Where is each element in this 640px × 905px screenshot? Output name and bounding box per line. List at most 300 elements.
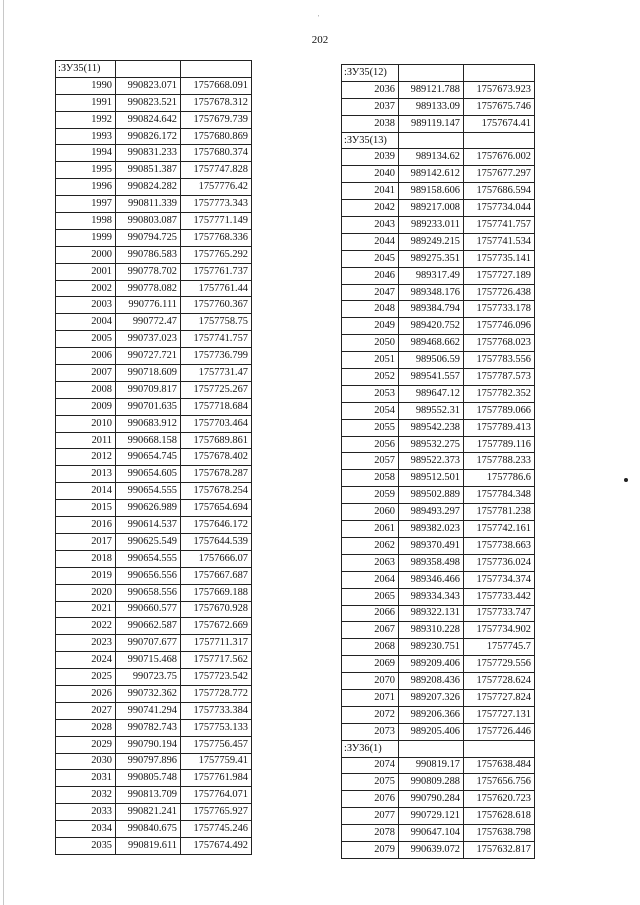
x-coordinate-cell: 989205.406 — [399, 723, 464, 740]
y-coordinate-cell: 1757768.336 — [181, 229, 252, 246]
x-coordinate-cell: 990797.896 — [116, 753, 181, 770]
table-row — [56, 804, 252, 821]
table-row — [56, 685, 252, 702]
table-row — [342, 723, 535, 740]
x-coordinate-cell: 990826.172 — [116, 128, 181, 145]
point-number-cell: 2043 — [342, 217, 399, 234]
table-row — [342, 436, 535, 453]
y-coordinate-cell: 1757733.747 — [464, 605, 535, 622]
y-coordinate-cell: 1757733.384 — [181, 702, 252, 719]
table-row — [342, 487, 535, 504]
point-number-cell: 2008 — [56, 381, 116, 398]
x-coordinate-cell: 990794.725 — [116, 229, 181, 246]
y-coordinate-cell: 1757745.7 — [464, 639, 535, 656]
point-number-cell: 2036 — [342, 81, 399, 98]
y-coordinate-cell: 1757678.287 — [181, 466, 252, 483]
point-number-cell: 2010 — [56, 415, 116, 432]
y-coordinate-cell: 1757675.746 — [464, 98, 535, 115]
table-row — [56, 196, 252, 213]
point-number-cell: 1999 — [56, 229, 116, 246]
point-number-cell: 2057 — [342, 453, 399, 470]
x-coordinate-cell: 989348.176 — [399, 284, 464, 301]
y-coordinate-cell: 1757654.694 — [181, 500, 252, 517]
point-number-cell: 2023 — [56, 635, 116, 652]
table-row — [56, 128, 252, 145]
x-coordinate-cell: 989142.612 — [399, 166, 464, 183]
table-row — [342, 673, 535, 690]
point-number-cell: 2051 — [342, 352, 399, 369]
table-row — [56, 702, 252, 719]
table-row — [56, 229, 252, 246]
x-coordinate-cell: 990654.745 — [116, 449, 181, 466]
table-row — [342, 149, 535, 166]
table-row — [56, 365, 252, 382]
x-coordinate-cell: 990626.989 — [116, 500, 181, 517]
table-row — [342, 791, 535, 808]
point-number-cell: 2030 — [56, 753, 116, 770]
y-coordinate-cell: 1757758.75 — [181, 314, 252, 331]
table-row — [342, 200, 535, 217]
x-coordinate-cell: 989119.147 — [399, 115, 464, 132]
y-coordinate-cell: 1757628.618 — [464, 808, 535, 825]
x-coordinate-cell: 990639.072 — [399, 841, 464, 858]
y-coordinate-cell: 1757726.438 — [464, 284, 535, 301]
point-number-cell: 2001 — [56, 263, 116, 280]
table-row — [342, 656, 535, 673]
y-coordinate-cell: 1757674.492 — [181, 837, 252, 854]
point-number-cell: 2040 — [342, 166, 399, 183]
table-row — [56, 500, 252, 517]
section-label: :ЗУ35(12) — [342, 65, 399, 82]
y-coordinate-cell: 1757753.133 — [181, 719, 252, 736]
point-number-cell: 2069 — [342, 656, 399, 673]
y-coordinate-cell: 1757789.066 — [464, 402, 535, 419]
x-coordinate-cell: 989647.12 — [399, 385, 464, 402]
x-coordinate-cell: 989420.752 — [399, 318, 464, 335]
x-coordinate-cell: 990737.023 — [116, 331, 181, 348]
point-number-cell: 1990 — [56, 77, 116, 94]
x-coordinate-cell: 990662.587 — [116, 618, 181, 635]
y-coordinate-cell: 1757738.663 — [464, 537, 535, 554]
point-number-cell: 2018 — [56, 550, 116, 567]
table-row — [56, 837, 252, 854]
x-coordinate-cell: 989322.131 — [399, 605, 464, 622]
point-number-cell: 2042 — [342, 200, 399, 217]
x-coordinate-cell: 990851.387 — [116, 162, 181, 179]
point-number-cell: 2055 — [342, 419, 399, 436]
point-number-cell: 2074 — [342, 757, 399, 774]
point-number-cell: 2039 — [342, 149, 399, 166]
point-number-cell: 2034 — [56, 821, 116, 838]
point-number-cell: 2076 — [342, 791, 399, 808]
x-coordinate-cell: 990811.339 — [116, 196, 181, 213]
point-number-cell: 2065 — [342, 588, 399, 605]
point-number-cell: 2007 — [56, 365, 116, 382]
x-coordinate-cell: 990668.158 — [116, 432, 181, 449]
y-coordinate-cell: 1757678.312 — [181, 94, 252, 111]
table-row — [342, 453, 535, 470]
table-row — [56, 787, 252, 804]
table-row — [342, 419, 535, 436]
x-coordinate-cell: 990701.635 — [116, 398, 181, 415]
y-coordinate-cell: 1757728.772 — [181, 685, 252, 702]
point-number-cell: 1993 — [56, 128, 116, 145]
y-coordinate-cell: 1757632.817 — [464, 841, 535, 858]
point-number-cell: 2061 — [342, 521, 399, 538]
x-coordinate-cell: 989207.326 — [399, 689, 464, 706]
table-row — [56, 466, 252, 483]
table-row — [342, 706, 535, 723]
point-number-cell: 2015 — [56, 500, 116, 517]
x-coordinate-cell: 990654.555 — [116, 483, 181, 500]
table-row — [342, 605, 535, 622]
table-row — [56, 111, 252, 128]
table-row — [56, 213, 252, 230]
y-coordinate-cell: 1757759.41 — [181, 753, 252, 770]
y-coordinate-cell: 1757669.188 — [181, 584, 252, 601]
y-coordinate-cell: 1757734.374 — [464, 571, 535, 588]
section-label: :ЗУ35(13) — [342, 132, 399, 149]
y-coordinate-cell: 1757729.556 — [464, 656, 535, 673]
y-coordinate-cell: 1757741.757 — [181, 331, 252, 348]
point-number-cell: 2032 — [56, 787, 116, 804]
margin-dot — [624, 478, 628, 482]
table-row — [56, 618, 252, 635]
table-row — [56, 246, 252, 263]
table-row — [342, 385, 535, 402]
x-coordinate-cell: 989121.788 — [399, 81, 464, 98]
point-number-cell: 1996 — [56, 179, 116, 196]
x-coordinate-cell: 990654.605 — [116, 466, 181, 483]
x-coordinate-cell: 990823.521 — [116, 94, 181, 111]
y-coordinate-cell: 1757789.116 — [464, 436, 535, 453]
y-coordinate-cell: 1757782.352 — [464, 385, 535, 402]
point-number-cell: 2020 — [56, 584, 116, 601]
y-coordinate-cell: 1757727.189 — [464, 267, 535, 284]
empty-cell — [464, 65, 535, 82]
point-number-cell: 2003 — [56, 297, 116, 314]
x-coordinate-cell: 990625.549 — [116, 533, 181, 550]
table-row — [342, 81, 535, 98]
y-coordinate-cell: 1757728.624 — [464, 673, 535, 690]
coordinates-table-right — [341, 64, 535, 859]
x-coordinate-cell: 990683.912 — [116, 415, 181, 432]
y-coordinate-cell: 1757727.824 — [464, 689, 535, 706]
point-number-cell: 2002 — [56, 280, 116, 297]
point-number-cell: 2027 — [56, 702, 116, 719]
x-coordinate-cell: 990778.702 — [116, 263, 181, 280]
point-number-cell: 2049 — [342, 318, 399, 335]
point-number-cell: 2029 — [56, 736, 116, 753]
table-row — [56, 719, 252, 736]
y-coordinate-cell: 1757711.317 — [181, 635, 252, 652]
point-number-cell: 2060 — [342, 504, 399, 521]
point-number-cell: 2006 — [56, 348, 116, 365]
point-number-cell: 2067 — [342, 622, 399, 639]
y-coordinate-cell: 1757789.413 — [464, 419, 535, 436]
x-coordinate-cell: 990824.642 — [116, 111, 181, 128]
x-coordinate-cell: 989506.59 — [399, 352, 464, 369]
table-row — [56, 533, 252, 550]
point-number-cell: 2058 — [342, 470, 399, 487]
point-number-cell: 2062 — [342, 537, 399, 554]
point-number-cell: 1995 — [56, 162, 116, 179]
y-coordinate-cell: 1757679.739 — [181, 111, 252, 128]
y-coordinate-cell: 1757756.457 — [181, 736, 252, 753]
x-coordinate-cell: 990715.468 — [116, 652, 181, 669]
x-coordinate-cell: 989133.09 — [399, 98, 464, 115]
x-coordinate-cell: 989209.406 — [399, 656, 464, 673]
table-row — [342, 639, 535, 656]
table-row — [56, 348, 252, 365]
y-coordinate-cell: 1757773.343 — [181, 196, 252, 213]
y-coordinate-cell: 1757761.984 — [181, 770, 252, 787]
empty-cell — [116, 61, 181, 78]
section-header-row — [342, 132, 535, 149]
table-row — [56, 280, 252, 297]
x-coordinate-cell: 990741.294 — [116, 702, 181, 719]
y-coordinate-cell: 1757686.594 — [464, 183, 535, 200]
table-row — [342, 588, 535, 605]
point-number-cell: 2041 — [342, 183, 399, 200]
table-row — [56, 821, 252, 838]
page-number: 202 — [311, 34, 329, 46]
y-coordinate-cell: 1757761.44 — [181, 280, 252, 297]
x-coordinate-cell: 989334.343 — [399, 588, 464, 605]
table-row — [56, 669, 252, 686]
table-row — [56, 331, 252, 348]
table-row — [342, 521, 535, 538]
table-row — [56, 77, 252, 94]
x-coordinate-cell: 990729.121 — [399, 808, 464, 825]
y-coordinate-cell: 1757677.297 — [464, 166, 535, 183]
y-coordinate-cell: 1757784.348 — [464, 487, 535, 504]
x-coordinate-cell: 990819.17 — [399, 757, 464, 774]
point-number-cell: 2009 — [56, 398, 116, 415]
point-number-cell: 2073 — [342, 723, 399, 740]
x-coordinate-cell: 989249.215 — [399, 233, 464, 250]
table-row — [342, 335, 535, 352]
table-row — [56, 736, 252, 753]
table-row — [56, 635, 252, 652]
table-row — [56, 432, 252, 449]
x-coordinate-cell: 990654.555 — [116, 550, 181, 567]
point-number-cell: 2037 — [342, 98, 399, 115]
point-number-cell: 2012 — [56, 449, 116, 466]
table-row — [342, 183, 535, 200]
point-number-cell: 1997 — [56, 196, 116, 213]
x-coordinate-cell: 990805.748 — [116, 770, 181, 787]
table-row — [342, 504, 535, 521]
x-coordinate-cell: 989532.275 — [399, 436, 464, 453]
x-coordinate-cell: 989384.794 — [399, 301, 464, 318]
x-coordinate-cell: 989310.228 — [399, 622, 464, 639]
point-number-cell: 2056 — [342, 436, 399, 453]
y-coordinate-cell: 1757668.091 — [181, 77, 252, 94]
y-coordinate-cell: 1757689.861 — [181, 432, 252, 449]
x-coordinate-cell: 990790.194 — [116, 736, 181, 753]
y-coordinate-cell: 1757736.799 — [181, 348, 252, 365]
table-row — [56, 550, 252, 567]
x-coordinate-cell: 989512.501 — [399, 470, 464, 487]
point-number-cell: 2075 — [342, 774, 399, 791]
x-coordinate-cell: 990723.75 — [116, 669, 181, 686]
point-number-cell: 2054 — [342, 402, 399, 419]
y-coordinate-cell: 1757734.044 — [464, 200, 535, 217]
point-number-cell: 2059 — [342, 487, 399, 504]
table-row — [342, 352, 535, 369]
y-coordinate-cell: 1757787.573 — [464, 369, 535, 386]
table-row — [56, 94, 252, 111]
table-row — [342, 402, 535, 419]
y-coordinate-cell: 1757760.367 — [181, 297, 252, 314]
x-coordinate-cell: 990776.111 — [116, 297, 181, 314]
x-coordinate-cell: 990824.282 — [116, 179, 181, 196]
point-number-cell: 2016 — [56, 517, 116, 534]
x-coordinate-cell: 989468.662 — [399, 335, 464, 352]
table-row — [342, 571, 535, 588]
table-row — [342, 825, 535, 842]
point-number-cell: 2047 — [342, 284, 399, 301]
scan-mark: ' — [318, 14, 320, 22]
x-coordinate-cell: 990647.104 — [399, 825, 464, 842]
section-label: :ЗУ36(1) — [342, 740, 399, 757]
x-coordinate-cell: 989358.498 — [399, 554, 464, 571]
point-number-cell: 2033 — [56, 804, 116, 821]
x-coordinate-cell: 989346.466 — [399, 571, 464, 588]
y-coordinate-cell: 1757670.928 — [181, 601, 252, 618]
point-number-cell: 2019 — [56, 567, 116, 584]
empty-cell — [464, 132, 535, 149]
y-coordinate-cell: 1757745.246 — [181, 821, 252, 838]
table-row — [342, 115, 535, 132]
x-coordinate-cell: 989206.366 — [399, 706, 464, 723]
point-number-cell: 2053 — [342, 385, 399, 402]
y-coordinate-cell: 1757776.42 — [181, 179, 252, 196]
y-coordinate-cell: 1757765.292 — [181, 246, 252, 263]
y-coordinate-cell: 1757680.869 — [181, 128, 252, 145]
point-number-cell: 2013 — [56, 466, 116, 483]
x-coordinate-cell: 990772.47 — [116, 314, 181, 331]
y-coordinate-cell: 1757620.723 — [464, 791, 535, 808]
coordinates-table-left-body — [56, 61, 252, 855]
table-row — [56, 398, 252, 415]
x-coordinate-cell: 990803.087 — [116, 213, 181, 230]
x-coordinate-cell: 989382.023 — [399, 521, 464, 538]
table-row — [56, 449, 252, 466]
x-coordinate-cell: 989522.373 — [399, 453, 464, 470]
table-row — [342, 757, 535, 774]
x-coordinate-cell: 989541.557 — [399, 369, 464, 386]
table-row — [342, 267, 535, 284]
point-number-cell: 2028 — [56, 719, 116, 736]
point-number-cell: 2064 — [342, 571, 399, 588]
x-coordinate-cell: 989317.49 — [399, 267, 464, 284]
x-coordinate-cell: 990790.284 — [399, 791, 464, 808]
y-coordinate-cell: 1757666.07 — [181, 550, 252, 567]
y-coordinate-cell: 1757726.446 — [464, 723, 535, 740]
x-coordinate-cell: 989552.31 — [399, 402, 464, 419]
table-row — [56, 415, 252, 432]
table-row — [56, 162, 252, 179]
point-number-cell: 2046 — [342, 267, 399, 284]
y-coordinate-cell: 1757783.556 — [464, 352, 535, 369]
x-coordinate-cell: 989233.011 — [399, 217, 464, 234]
y-coordinate-cell: 1757676.002 — [464, 149, 535, 166]
point-number-cell: 2079 — [342, 841, 399, 858]
y-coordinate-cell: 1757736.024 — [464, 554, 535, 571]
table-row — [342, 537, 535, 554]
x-coordinate-cell: 990840.675 — [116, 821, 181, 838]
x-coordinate-cell: 990718.609 — [116, 365, 181, 382]
y-coordinate-cell: 1757771.149 — [181, 213, 252, 230]
x-coordinate-cell: 989134.62 — [399, 149, 464, 166]
x-coordinate-cell: 989502.889 — [399, 487, 464, 504]
y-coordinate-cell: 1757680.374 — [181, 145, 252, 162]
table-row — [56, 314, 252, 331]
x-coordinate-cell: 990778.082 — [116, 280, 181, 297]
table-row — [56, 381, 252, 398]
y-coordinate-cell: 1757746.096 — [464, 318, 535, 335]
point-number-cell: 2044 — [342, 233, 399, 250]
point-number-cell: 1994 — [56, 145, 116, 162]
table-row — [342, 217, 535, 234]
x-coordinate-cell: 990782.743 — [116, 719, 181, 736]
table-row — [56, 483, 252, 500]
table-row — [342, 301, 535, 318]
section-header-row — [56, 61, 252, 78]
point-number-cell: 2071 — [342, 689, 399, 706]
point-number-cell: 2026 — [56, 685, 116, 702]
x-coordinate-cell: 989370.491 — [399, 537, 464, 554]
x-coordinate-cell: 989230.751 — [399, 639, 464, 656]
y-coordinate-cell: 1757733.178 — [464, 301, 535, 318]
point-number-cell: 2045 — [342, 250, 399, 267]
point-number-cell: 2077 — [342, 808, 399, 825]
table-row — [56, 652, 252, 669]
point-number-cell: 2014 — [56, 483, 116, 500]
point-number-cell: 2022 — [56, 618, 116, 635]
y-coordinate-cell: 1757717.562 — [181, 652, 252, 669]
point-number-cell: 2072 — [342, 706, 399, 723]
x-coordinate-cell: 990732.362 — [116, 685, 181, 702]
section-header-row — [342, 65, 535, 82]
table-row — [342, 689, 535, 706]
point-number-cell: 2078 — [342, 825, 399, 842]
table-row — [56, 179, 252, 196]
point-number-cell: 1992 — [56, 111, 116, 128]
x-coordinate-cell: 989542.238 — [399, 419, 464, 436]
point-number-cell: 2035 — [56, 837, 116, 854]
y-coordinate-cell: 1757731.47 — [181, 365, 252, 382]
y-coordinate-cell: 1757735.141 — [464, 250, 535, 267]
table-row — [342, 841, 535, 858]
x-coordinate-cell: 990809.288 — [399, 774, 464, 791]
point-number-cell: 2031 — [56, 770, 116, 787]
x-coordinate-cell: 990658.556 — [116, 584, 181, 601]
table-row — [342, 622, 535, 639]
section-label: :ЗУ35(11) — [56, 61, 116, 78]
point-number-cell: 2052 — [342, 369, 399, 386]
point-number-cell: 2025 — [56, 669, 116, 686]
point-number-cell: 2068 — [342, 639, 399, 656]
y-coordinate-cell: 1757703.464 — [181, 415, 252, 432]
x-coordinate-cell: 990786.583 — [116, 246, 181, 263]
y-coordinate-cell: 1757764.071 — [181, 787, 252, 804]
table-row — [56, 770, 252, 787]
point-number-cell: 2017 — [56, 533, 116, 550]
section-header-row — [342, 740, 535, 757]
